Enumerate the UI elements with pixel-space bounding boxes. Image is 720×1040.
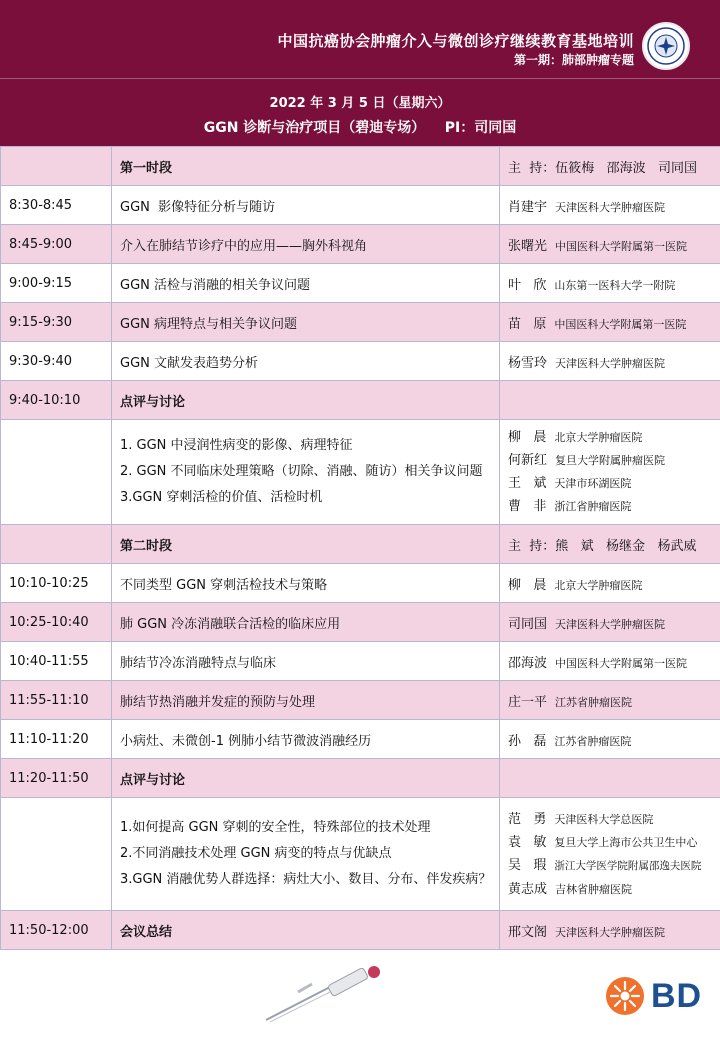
topic-cell: 介入在肺结节诊疗中的应用——胸外科视角 [112,225,500,264]
speaker-name: 柳 晨 [508,577,547,593]
discussion-item: 2.不同消融技术处理 GGN 病变的特点与优缺点 [120,846,392,861]
speaker-institution: 天津医科大学肿瘤医院 [555,617,666,631]
discussion-item: 2. GGN 不同临床处理策略（切除、消融、随访）相关争议问题 [120,464,483,479]
speaker-institution: 复旦大学上海市公共卫生中心 [554,835,698,849]
topic-cell: GGN 影像特征分析与随访 [112,186,500,225]
time-cell: 11:10-11:20 [1,720,112,759]
speaker-institution: 浙江大学医学院附属邵逸夫医院 [554,859,702,872]
time-cell: 9:30-9:40 [1,342,112,381]
panelist [508,495,712,518]
speaker-institution: 天津医科大学肿瘤医院 [555,200,666,214]
speaker-cell [500,225,720,264]
speaker-cell [500,642,720,681]
time-cell: 10:25-10:40 [1,603,112,642]
discussion-item: 3.GGN 消融优势人群选择：病灶大小、数目、分布、伴发疾病？ [120,872,492,887]
bd-brand-text: BD [651,976,703,1015]
time-cell [1,798,112,911]
bd-sunburst-icon [605,976,645,1016]
speaker-name: 吴 瑕 [508,857,547,873]
speaker-name: 张曙光 [508,238,548,254]
speaker-name: 黄志成 [508,881,548,897]
time-cell: 10:10-10:25 [1,564,112,603]
bd-logo [605,976,702,1016]
panelist [508,831,720,854]
panel-cell [500,420,720,525]
schedule-table [0,146,720,950]
speaker-institution: 山东第一医科大学一附院 [554,278,676,292]
speaker-institution: 浙江省肿瘤医院 [554,500,632,513]
topic-cell: GGN 文献发表趋势分析 [112,342,500,381]
topic-cell: 肺结节冷冻消融特点与临床 [112,642,500,681]
speaker-name: 柳 晨 [508,430,547,445]
speaker-institution: 天津医科大学肿瘤医院 [555,925,666,939]
table-row [1,264,720,303]
time-cell [1,147,112,186]
topic-cell: 小病灶、未微创-1 例肺小结节微波消融经历 [112,720,500,759]
speaker-name: 叶 欣 [508,277,547,293]
discussion-item: 3.GGN 穿刺活检的价值、活检时机 [120,490,323,505]
speaker-cell [500,720,720,759]
time-cell: 8:30-8:45 [1,186,112,225]
biopsy-needle-illustration [262,964,392,1024]
table-row [1,225,720,264]
table-row [1,603,720,642]
time-cell: 10:40-11:55 [1,642,112,681]
panelist [508,449,712,472]
table-row [1,525,720,564]
speaker-cell [500,342,720,381]
header-banner [0,0,720,78]
speaker-cell [500,564,720,603]
speaker-institution: 中国医科大学附属第一医院 [555,239,688,253]
speaker-institution: 天津医科大学总医院 [554,812,654,826]
topic-cell: 第二时段 [112,525,500,564]
speaker-institution: 吉林省肿瘤医院 [555,882,633,896]
discussion-item: 1. GGN 中浸润性病变的影像、病理特征 [120,438,353,453]
session-date: 2022 年 3 月 5 日（星期六） [269,96,451,111]
panelist [508,808,720,831]
discussion-item: 1.如何提高 GGN 穿刺的安全性，特殊部位的技术处理 [120,820,431,835]
topic-cell: 第一时段 [112,147,500,186]
time-cell: 9:15-9:30 [1,303,112,342]
time-cell: 11:20-11:50 [1,759,112,798]
speaker-name: 范 勇 [508,811,547,827]
time-cell [1,525,112,564]
time-cell: 9:40-10:10 [1,381,112,420]
table-row [1,147,720,186]
event-title: 中国抗癌协会肿瘤介入与微创诊疗继续教育基地培训 [277,32,634,50]
speaker-cell [500,381,720,420]
panel-cell [500,798,720,911]
session-project: GGN 诊断与治疗项目（碧迪专场） PI：司同国 [203,120,517,136]
speaker-cell [500,603,720,642]
event-subtitle: 第一期：肺部肿瘤专题 [513,53,634,67]
speaker-name: 王 斌 [508,476,547,491]
speaker-name: 肖建宇 [508,199,548,215]
table-row [1,720,720,759]
speaker-name: 曹 非 [508,499,547,514]
speaker-name: 邢文阁 [508,924,548,940]
speaker-name: 邵海波 [508,655,548,671]
speaker-cell: 主 持：伍筱梅 邵海波 司同国 [500,147,720,186]
table-row [1,381,720,420]
speaker-cell [500,186,720,225]
discussion-topics [112,420,500,525]
topic-cell: 肺结节热消融并发症的预防与处理 [112,681,500,720]
speaker-name: 苗 原 [508,316,547,332]
speaker-institution: 中国医科大学附属第一医院 [555,656,688,670]
speaker-cell: 主 持：熊 斌 杨继金 杨武威 [500,525,720,564]
panelist [508,878,720,901]
discussion-row [1,798,720,911]
speaker-cell [500,911,720,950]
speaker-institution: 中国医科大学附属第一医院 [554,317,687,331]
speaker-cell [500,264,720,303]
topic-cell: GGN 病理特点与相关争议问题 [112,303,500,342]
speaker-institution: 北京大学肿瘤医院 [554,578,643,592]
topic-cell: 不同类型 GGN 穿刺活检技术与策略 [112,564,500,603]
topic-cell: 肺 GGN 冷冻消融联合活检的临床应用 [112,603,500,642]
speaker-name: 杨雪玲 [508,355,548,371]
speaker-cell [500,303,720,342]
panelist [508,426,712,449]
table-row [1,759,720,798]
time-cell: 8:45-9:00 [1,225,112,264]
topic-cell: 点评与讨论 [112,759,500,798]
speaker-name: 孙 磊 [508,733,547,749]
panelist [508,472,712,495]
panelist [508,854,720,878]
speaker-name: 袁 敏 [508,834,547,850]
speaker-name: 司同国 [508,616,548,632]
speaker-cell [500,681,720,720]
table-row [1,642,720,681]
table-row [1,681,720,720]
time-cell [1,420,112,525]
speaker-cell [500,759,720,798]
speaker-name: 庄一平 [508,694,548,710]
speaker-institution: 江苏省肿瘤医院 [554,734,632,748]
time-cell: 9:00-9:15 [1,264,112,303]
speaker-name: 何新红 [508,453,548,468]
session-header [0,78,720,147]
time-cell: 11:55-11:10 [1,681,112,720]
topic-cell: GGN 活检与消融的相关争议问题 [112,264,500,303]
time-cell: 11:50-12:00 [1,911,112,950]
association-logo [642,22,690,70]
table-row [1,303,720,342]
table-row [1,186,720,225]
table-row [1,911,720,950]
speaker-institution: 天津医科大学肿瘤医院 [555,356,666,370]
topic-cell: 会议总结 [112,911,500,950]
table-row [1,342,720,381]
discussion-topics [112,798,500,911]
speaker-institution: 江苏省肿瘤医院 [555,695,633,709]
speaker-institution: 复旦大学附属肿瘤医院 [555,454,666,467]
speaker-institution: 北京大学肿瘤医院 [554,431,643,444]
discussion-row [1,420,720,525]
speaker-institution: 天津市环湖医院 [554,477,632,490]
table-row [1,564,720,603]
topic-cell: 点评与讨论 [112,381,500,420]
